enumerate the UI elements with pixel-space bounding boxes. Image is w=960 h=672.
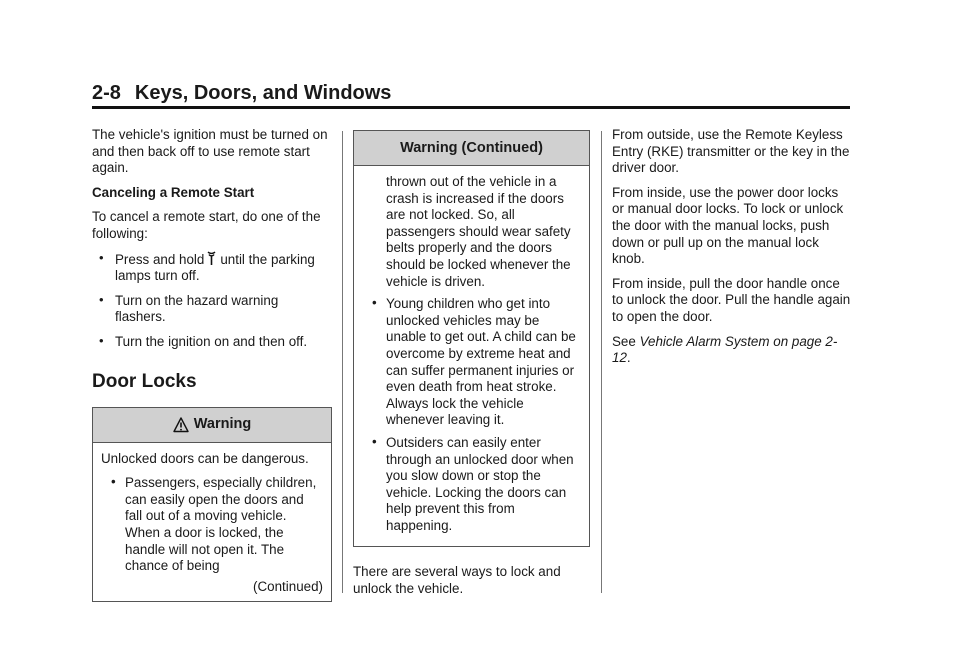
cancel-bullets	[92, 251, 332, 351]
warning-header	[93, 408, 331, 443]
page-header	[92, 82, 850, 104]
intro-paragraph: The vehicle's ignition must be turned on and then back off to use remote start again.	[92, 127, 328, 176]
page-number: 2-8	[92, 82, 121, 104]
warning-box	[92, 407, 332, 603]
warning-bullet-passengers: • Passengers, especially children, can easily open the doors and fall out of a moving vehicle. When a door is locked, the handle will not open it. The chance of being	[109, 475, 323, 575]
subheading-canceling: Canceling a Remote Start	[92, 184, 255, 200]
continued-label: (Continued)	[253, 578, 323, 594]
column-divider-2	[601, 131, 602, 593]
inside-handle-paragraph: From inside, pull the door handle once to unlock the door. Pull the handle again to open the door.	[612, 275, 851, 324]
bullet-hazard: • Turn on the hazard warning flashers.	[92, 293, 332, 326]
warning-icon	[173, 417, 189, 433]
warning-bullet-children: • Young children who get into unlocked vehicles may be unable to get out. A child can be overcome by extreme heat and can suffer permanent injuries or even death from heat stroke. Always lock the vehicle whenever leaving it.	[370, 296, 581, 429]
period: .	[626, 350, 631, 366]
see-reference	[612, 334, 852, 367]
warning-continued-text: thrown out of the vehicle in a crash is increased if the doors are not locked. So, all passengers should wear safety belts properly and the doors should be locked whenever the vehicle is driven.	[386, 174, 571, 289]
lock-ways-paragraph: There are several ways to lock and unlock the vehicle.	[353, 564, 561, 597]
warning-lead: Unlocked doors can be dangerous.	[101, 450, 309, 466]
warning-continued-header: Warning (Continued)	[354, 131, 589, 166]
warning-continued-bullets	[362, 296, 581, 534]
bullet-text: Press and hold	[115, 251, 205, 267]
cancel-instruction: To cancel a remote start, do one of the following:	[92, 209, 321, 241]
bullet-press-hold	[92, 251, 332, 285]
warning-bullet-outsiders: • Outsiders can easily enter through an unlocked door when you slow down or stop the vehicle. Locking the doors can help prevent this from happening.	[370, 435, 581, 535]
warning-bullets	[101, 475, 323, 575]
column-2	[353, 130, 590, 606]
column-divider-1	[342, 131, 343, 593]
see-word: See	[612, 333, 636, 349]
header-rule	[92, 106, 850, 109]
bullet-text: until the parking lamps turn off.	[115, 251, 315, 284]
warning-box-continued	[353, 130, 590, 547]
outside-paragraph: From outside, use the Remote Keyless Entry (RKE) transmitter or the key in the driver door.	[612, 127, 850, 176]
inside-power-paragraph: From inside, use the power door locks or manual door locks. To lock or unlock the door with the manual locks, push down or pull up on the manual lock knob.	[612, 184, 844, 267]
column-3	[612, 127, 852, 375]
warning-title: Warning	[193, 416, 252, 433]
chapter-title: Keys, Doors, and Windows	[134, 82, 392, 104]
warning-body	[93, 443, 331, 602]
warning-continued-body	[354, 166, 589, 546]
bullet-ignition: • Turn the ignition on and then off.	[92, 334, 332, 351]
column-1	[92, 127, 332, 602]
section-heading-door-locks: Door Locks	[92, 370, 197, 392]
page-title	[92, 82, 850, 104]
cross-reference-link[interactable]: Vehicle Alarm System on page 2-12	[612, 333, 838, 366]
remote-start-icon	[206, 251, 217, 266]
